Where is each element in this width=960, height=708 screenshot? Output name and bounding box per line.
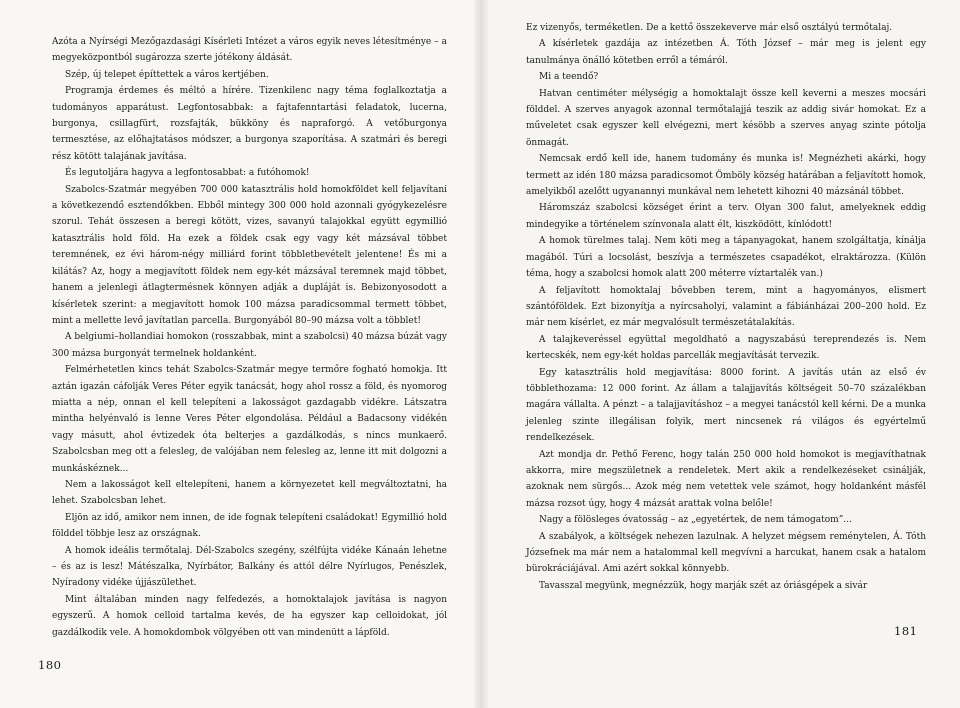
paragraph: Felmérhetetlen kincs tehát Szabolcs-Szatmár megye termőre fogható homokja. Itt aztán igazán cáfolják Veres Péter egyik tanácsát, hogy ahol rossz a föld, és nyomorog miatta a nép, onnan el kell telepíteni a lakosságot gazdagabb vidékre. Látszatra mintha helyénvaló is lenne Veres Péter elgondolása. Például a Badacsony vidékén vagy másutt, ahol évtizedek óta belterjes a gazdálkodás, s nincs munkaerő. Szabolcsban meg ott a felesleg, de valójában nem felesleg az, lenne itt mit dolgozni a munkáskéznek... [52, 365, 447, 474]
left-page [0, 0, 478, 708]
paragraph: A belgiumi–hollandiai homokon (rosszabbak, mint a szabolcsi) 40 mázsa búzát vagy 300 mázsa burgonyát termelnek holdanként. [52, 332, 447, 359]
paragraph: Mint általában minden nagy felfedezés, a homoktalajok javítása is nagyon egyszerű. A homok celloid tartalma kevés, de ha egyszer kap celloidokat, jól gazdálkodik vele. A homokdombok völgyében ott van mindenütt a lápföld. [52, 594, 447, 638]
paragraph: Programja érdemes és méltó a hírére. Tizenkilenc nagy téma foglalkoztatja a tudományos apparátust. Legfontosabbak: a fajtafenntartási feladatok, lucerna, burgonya, csillagfürt, rozsfajták, bükköny és napraforgó. A vetőburgonya termesztése, az előhajtatásos módszer, a burgonya szaporítása. A szatmári és beregi rész kötött talajának javítása. [52, 86, 447, 162]
paragraph: Tavasszal megyünk, megnézzük, hogy marják szét az óriásgépek a sivár [539, 580, 868, 591]
book-gutter [474, 0, 488, 708]
paragraph: Nem a lakosságot kell eltelepíteni, hanem a környezetet kell megváltoztatni, ha lehet. Szabolcsban lehet. [52, 479, 447, 507]
paragraph: Szép, új telepet építtettek a város kertjében. [65, 69, 269, 80]
paragraph: Nagy a fölösleges óvatosság – az „egyetértek, de nem támogatom”... [539, 515, 852, 526]
paragraph: Azóta a Nyírségi Mezőgazdasági Kísérleti Intézet a város egyik neves létesítménye – a megyeközpontból sugározza szerte jótékony áldását. [52, 37, 447, 64]
paragraph: Egy katasztrális hold megjavítása: 8000 forint. A javítás után az első év többlethozama: 12 000 forint. Az állam a talajjavítás költségeit 50–70 százalékban magára vállalta. A pénzt – a talajjavításhoz – a megyei tanácstól kell kérni. De a munka jelenleg szinte illegálisan folyik, mert nincsenek rá világos és egyértelmű rendelkezések. [526, 367, 926, 444]
right-page [482, 0, 960, 708]
paragraph: A feljavított homoktalaj bővebben terem, mint a hagyományos, elismert szántóföldek. Ezt bizonyítja a nyírcsaholyi, valamint a fábiánházai 200–200 hold. Ez már nem kísérlet, ez már megvalósult természetátalakítás. [526, 285, 926, 329]
paragraph: Szabolcs-Szatmár megyében 700 000 katasztrális hold homokföldet kell feljavítani a következendő esztendőkben. Ebből mintegy 300 000 hold azonnali gyógykezelésre szorul. Tehát összesen a beregi kötött, vizes, savanyú talajokkal együtt egymillió katasztrális hold föld. Ha ezek a földek csak egy vagy két mázsával többet teremnének, ez évi három-négy milliárd forint többletbevételt jelentene! És mi a kilátás? Az, hogy a megjavított földek nem egy-két mázsával teremnek majd többet, hanem a jelenlegi átlagtermésnek könnyen adják a dupláját is. Bebizonyosodott a kísérletek szerint: a megjavított homok 100 mázsa paradicsommal termett többet, mint a mellette levő javítatlan parcella. Burgonyából 80–90 mázsa volt a többlet! [52, 184, 447, 326]
paragraph: A homok türelmes talaj. Nem köti meg a tápanyagokat, hanem szolgáltatja, kínálja magából. Túri a locsolást, beszívja a természetes csapadékot, elraktározza. (Külön téma, hogy a szabolcsi homok alatt 200 méterre víztartalék van.) [526, 236, 926, 280]
paragraph: Mi a teendő? [539, 72, 599, 83]
left-text-column [52, 34, 447, 641]
paragraph: A talajkeveréssel együttal megoldható a nagyszabású tereprendezés is. Nem kertecskék, nem egy-két holdas parcellák megjavítását tervezik. [526, 334, 926, 362]
paragraph: Háromszáz szabolcsi községet érint a terv. Olyan 300 falut, amelyeknek eddig mindegyike a történelem színvonala alatt élt, kiszködött, kínlódott! [526, 203, 926, 230]
paragraph: Nemcsak erdő kell ide, hanem tudomány és munka is! Megnézheti akárki, hogy termett az idén 180 mázsa paradicsomot Ömböly község határában a feljavított homok, amelyikből azelőtt ugyanannyi munkával nem lehetett kihozni 40 mázsánál többet. [526, 154, 926, 198]
paragraph: Azt mondja dr. Pethő Ferenc, hogy talán 250 000 hold homokot is megjavíthatnak akkorra, mire megszületnek a rendeletek. Mert akik a rendelkezéseket csinálják, azoknak nem sürgős... Azok még nem vetettek vele számot, hogy holdanként másfél mázsa rozsot úgy, hogy 4 mázsát arattak volna belőle! [526, 449, 926, 509]
right-text-column [526, 20, 926, 594]
paragraph: Ez vizenyős, terméketlen. De a kettő összekeverve már első osztályú termőtalaj. [526, 23, 893, 33]
paragraph: A kísérletek gazdája az intézetben Á. Tóth József – már meg is jelent egy tanulmánya önálló kötetben erről a témáról. [526, 39, 926, 66]
paragraph: A homok ideális termőtalaj. Dél-Szabolcs szegény, szélfújta vidéke Kánaán lehetne – és az is lesz! Mátészalka, Nyírbátor, Balkány és attól délre Nyírlugos, Penészlek, Nyíradony vidéke újjászülethet. [52, 545, 447, 589]
paragraph: Hatvan centiméter mélységig a homoktalajt össze kell keverni a meszes mocsári földdel. A szerves anyagok azonnal termőtalajjá teszik az addig sivár homokat. Ez a műveletet csak egyszer kell elvégezni, mert késöbb a szerves anyag szinte pótolja önmagát. [526, 88, 926, 148]
page-number: 180 [38, 658, 62, 672]
paragraph: Eljön az idő, amikor nem innen, de ide fognak telepíteni családokat! Egymillió hold földdel többje lesz az országnak. [52, 512, 447, 540]
page-number: 181 [894, 624, 918, 638]
paragraph: A szabályok, a költségek nehezen lazulnak. A helyzet mégsem reménytelen, Á. Tóth Józsefnek ma már nem a hatalommal kell megvívni a harcukat, hanem csak a hatalom bürokráciájával. Ami azért sokkal könnyebb. [526, 531, 926, 575]
paragraph: És legutoljára hagyva a legfontosabbat: a futóhomok! [65, 168, 310, 179]
